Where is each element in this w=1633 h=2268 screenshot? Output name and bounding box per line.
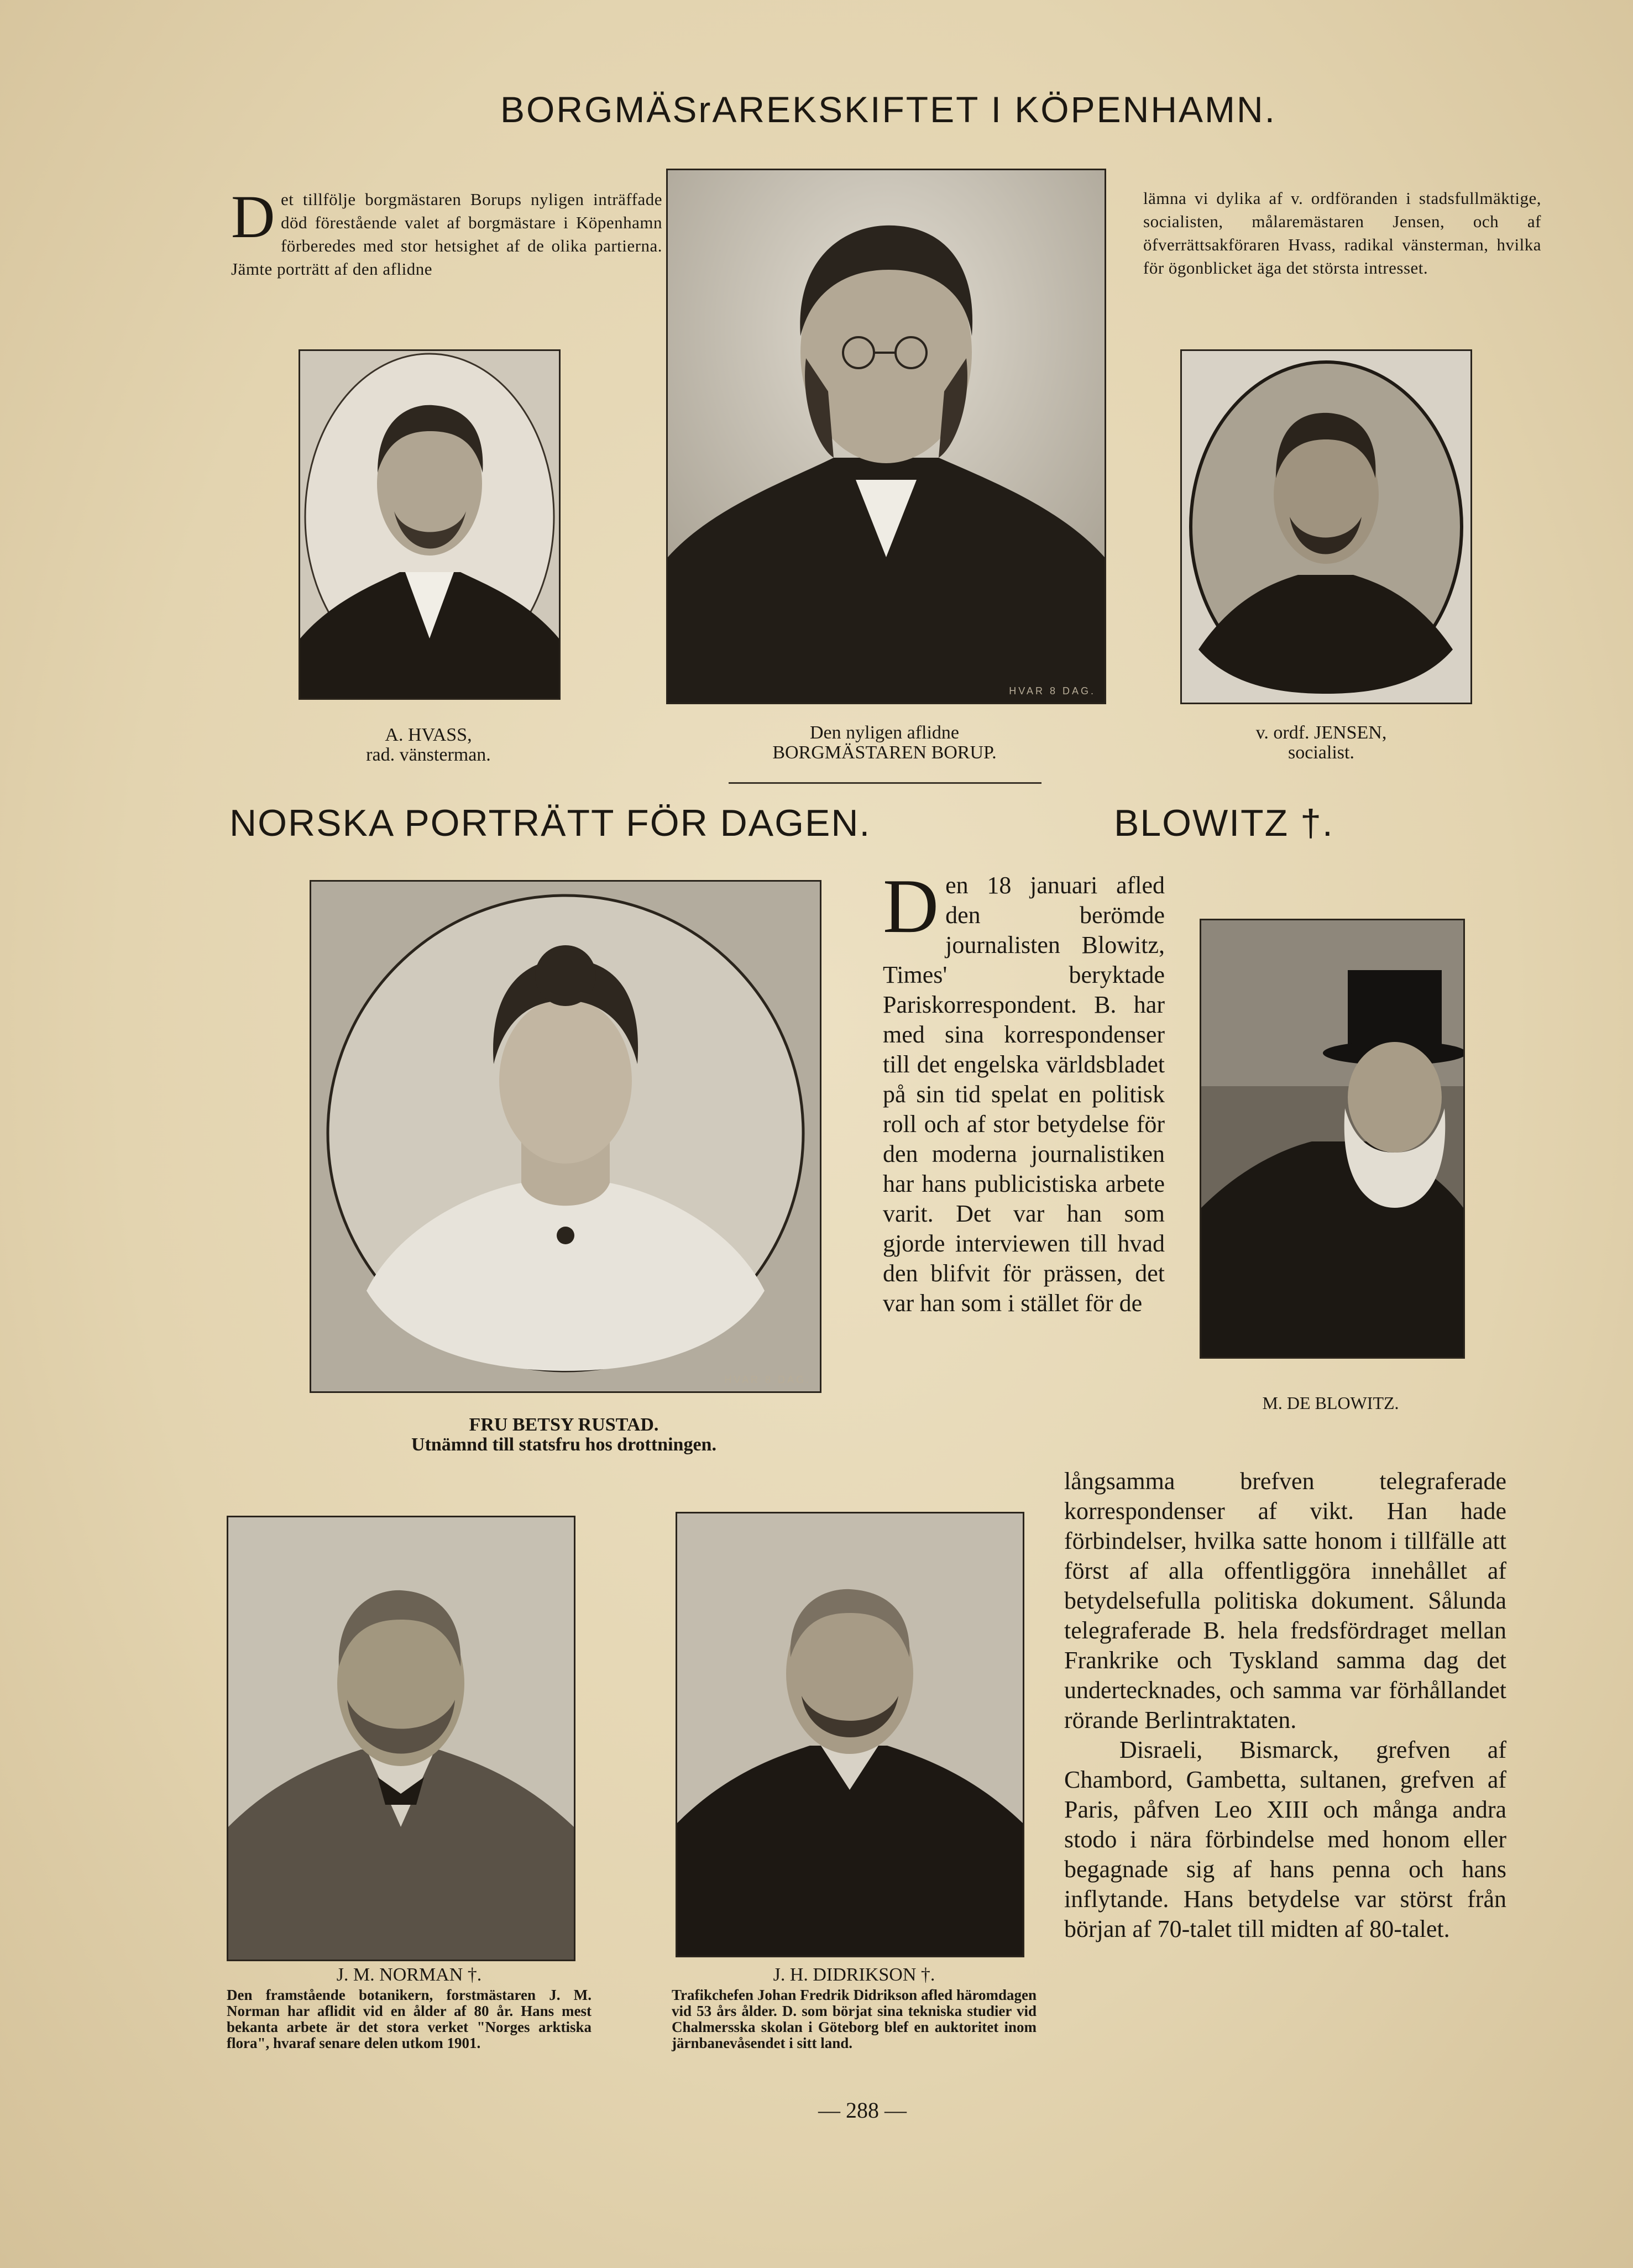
didrikson-caption-desc: Trafikchefen Johan Fredrik Didrikson afled häromdagen vid 53 års ålder. D. som börjat sina tekniska studier vid Chalmersska skolan i Göteborg blef en auktoritet inom järnbanevåsendet i sitt land. [672,1987,1037,2051]
rustad-caption [310,1415,818,1455]
hvass-caption-name: A. HVASS, [385,725,472,745]
intro-right-text: lämna vi dylika af v. ordföranden i stadsfullmäktige, socialisten, målaremästaren Jensen, och af öfverrättsakföraren Hvass, radikal vänsterman, hvilka för ögonblicket äga det största intresset. [1143,188,1541,277]
intro-dropcap: D [231,183,275,250]
blowitz-col1 [883,863,1165,1318]
hvass-caption [287,725,569,765]
rustad-credit: HVAR 8 DAG. [724,1374,811,1385]
borup-caption [697,723,1072,763]
intro-left-text [231,183,662,281]
jensen-caption-desc: socialist. [1288,742,1354,763]
borup-portrait [666,169,1106,704]
blowitz-col2-paragraph2: Disraeli, Bismarck, grefven af Chambord, Gambetta, sultanen, grefven af Paris, påfven Leo XIII och många andra stodo i nära förbindelse med honom eller begagnade sig af hans penna och hans inflytande. Hans betydelse var störst från början af 70-talet till midten af 80-talet. [1064,1736,1506,1942]
blowitz-photo-caption: M. DE BLOWITZ. [1262,1393,1399,1413]
rustad-portrait [310,880,821,1393]
borup-caption-line1: Den nyligen aflidne [809,722,960,743]
borup-credit: HVAR 8 DAG. [1009,685,1096,696]
norman-caption-name: J. M. NORMAN †. [336,1965,482,1985]
blowitz-heading: BLOWITZ †. [1114,802,1334,844]
blowitz-portrait [1200,919,1465,1359]
norman-portrait-image [228,1517,574,1960]
jensen-caption [1183,723,1459,763]
didrikson-portrait-image [677,1513,1023,1956]
borup-caption-line2: BORGMÄSTAREN BORUP. [772,742,997,763]
didrikson-caption-name: J. H. DIDRIKSON †. [773,1965,935,1985]
hvass-portrait-image [300,351,559,698]
norman-caption [227,1965,592,2051]
norska-heading: NORSKA PORTRÄTT FÖR DAGEN. [229,802,871,844]
rustad-caption-desc: Utnämnd till statsfru hos drottningen. [411,1434,716,1455]
didrikson-portrait [676,1512,1024,1957]
norman-caption-desc: Den framstående botanikern, forstmästaren J. M. Norman har aflidit vid en ålder af 80 år. Hans mest bekanta arbete är det stora verket "Norges arktiska flora", hvaraf senare delen utkom 1901. [227,1987,592,2051]
blowitz-dropcap: D [883,863,939,949]
norman-portrait [227,1516,575,1961]
page-title: BORGMÄSrAREKSKIFTET I KÖPENHAMN. [500,89,1276,130]
borup-portrait-image [668,170,1105,703]
jensen-portrait-image [1182,351,1470,703]
hvass-portrait [299,349,561,700]
rustad-caption-name: FRU BETSY RUSTAD. [469,1415,659,1435]
caption-divider [729,782,1041,784]
jensen-portrait [1180,349,1472,704]
jensen-caption-name: v. ordf. JENSEN, [1255,722,1387,743]
rustad-portrait-image [311,882,820,1391]
hvass-caption-desc: rad. vänsterman. [366,745,491,765]
blowitz-col2 [1064,1466,1506,1944]
blowitz-portrait-image [1201,920,1463,1357]
didrikson-caption [672,1965,1037,2051]
blowitz-col1-text: en 18 januari afled den berömde journalisten Blowitz, Times' beryktade Pariskorrespondent. B. har med sina korrespondenser till det engelska världsbladet på sin tid spelat en politisk roll och af stor betydelse för den moderna journalistiken har hans publicistiska arbete varit. Det var han som gjorde interviewen till hvad den blifvit för prässen, det var han som i stället för de [883,872,1165,1317]
page-number: — 288 — [818,2098,907,2123]
intro-left-paragraph: et tillfölje borgmästaren Borups nyligen inträffade död förestående valet af borgmästare i Köpenhamn förberedes med stor hetsighet af de olika partierna. Jämte porträtt af den aflidne [231,190,662,279]
blowitz-col2-paragraph1: långsamma brefven telegraferade korrespondenser af vikt. Han hade förbindelser, hvilka satte honom i tillfälle att först af alla offentliggöra innehållet af betydelsefulla politiska dokument. Sålunda telegraferade B. hela fredsfördraget mellan Frankrike och Tyskland samma dag det undertecknades, och samma var förhållandet rörande Berlintraktaten. [1064,1468,1506,1733]
